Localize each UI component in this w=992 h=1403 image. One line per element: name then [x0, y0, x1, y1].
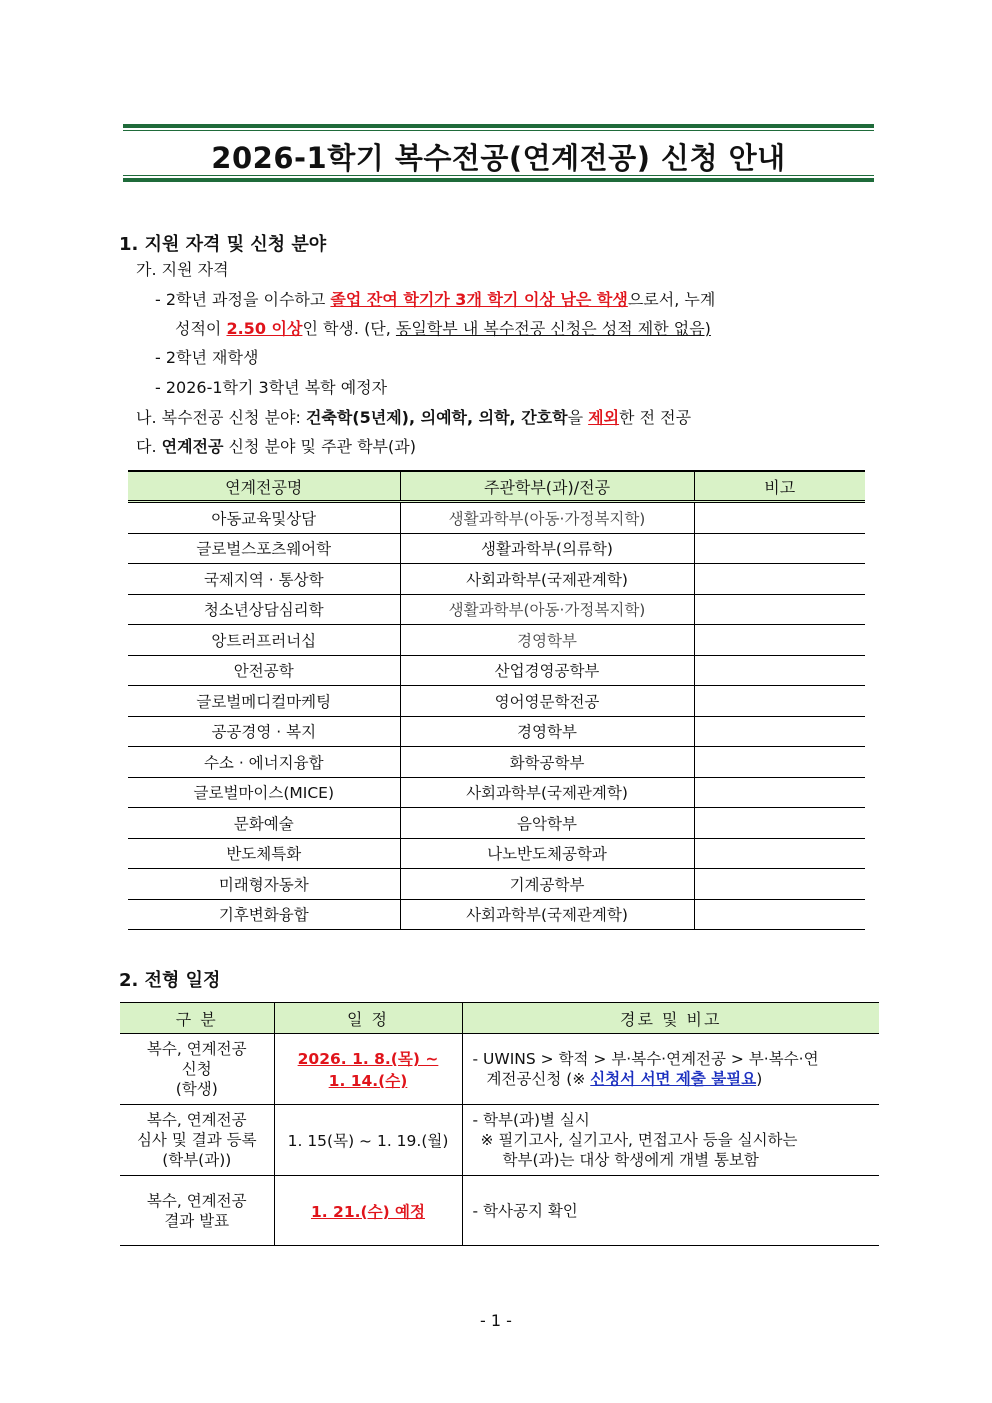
t2-r3-route-line: - 학사공지 확인 — [472, 1201, 578, 1220]
q1-prefix: - 2학년 과정을 이수하고 — [155, 290, 331, 309]
t2-r3-c1-line: 결과 발표 — [164, 1211, 230, 1230]
t1-cell: 사회과학부(국제관계학) — [400, 564, 694, 595]
t1-cell: 글로벌메디컬마케팅 — [128, 686, 400, 717]
t2-r2-c1-line: (학부(과)) — [162, 1151, 232, 1169]
linked-major-table — [128, 470, 865, 930]
t2-r1-route-note: 신청서 서면 제출 불필요 — [590, 1070, 757, 1088]
t1-cell: 영어영문학전공 — [400, 686, 694, 717]
t1-cell — [694, 533, 865, 564]
subsection-c — [136, 436, 416, 458]
b-bold: 건축학(5년제), 의예학, 의학, 간호학 — [305, 408, 568, 427]
t2-r1-c1-line: 복수, 연계전공 — [146, 1040, 247, 1058]
t1-cell — [694, 808, 865, 839]
table-row — [128, 808, 865, 839]
t1-cell: 국제지역 · 통상학 — [128, 564, 400, 595]
t2-r1-route-line: - UWINS > 학적 > 부·복수·연계전공 > 부·복수·연 — [472, 1050, 819, 1068]
page-title: 2026-1학기 복수전공(연계전공) 신청 안내 — [211, 141, 786, 175]
t1-cell: 기후변화융합 — [128, 899, 400, 930]
t2-r1-category — [120, 1034, 274, 1105]
t2-r2-c1-line: 심사 및 결과 등록 — [136, 1131, 257, 1149]
t1-cell: 생활과학부(의류학) — [400, 533, 694, 564]
t1-cell: 공공경영 · 복지 — [128, 716, 400, 747]
t1-cell — [694, 502, 865, 534]
t1-cell: 기계공학부 — [400, 869, 694, 900]
table-row — [128, 716, 865, 747]
t1-cell: 화학공학부 — [400, 747, 694, 778]
t1-cell — [694, 625, 865, 656]
t2-r1-route-suffix: ) — [756, 1070, 763, 1088]
t2-header-route: 경로 및 비고 — [462, 1003, 879, 1034]
t1-cell: 생활과학부(아동·가정복지학) — [400, 594, 694, 625]
t2-r3-c1-line: 복수, 연계전공 — [146, 1191, 247, 1210]
t2-r1-route-prefix: 계전공신청 (※ — [486, 1070, 591, 1088]
table-row — [128, 899, 865, 930]
title-rule-bottom — [123, 178, 874, 182]
b-red: 제외 — [588, 408, 620, 427]
t1-cell: 생활과학부(아동·가정복지학) — [400, 502, 694, 534]
table-row — [128, 625, 865, 656]
subsection-b — [136, 407, 691, 429]
section1-heading: 1. 지원 자격 및 신청 분야 — [119, 234, 327, 255]
t1-cell: 글로벌스포츠웨어학 — [128, 533, 400, 564]
t1-cell: 미래형자동차 — [128, 869, 400, 900]
t2-r2-route-line: 학부(과)는 대상 학생에게 개별 통보함 — [502, 1151, 759, 1169]
t1-cell: 나노반도체공학과 — [400, 838, 694, 869]
t2-r2-route-line: ※ 필기고사, 실기고사, 면접고사 등을 실시하는 — [480, 1131, 798, 1149]
schedule-table — [120, 1002, 879, 1246]
t1-cell: 경영학부 — [400, 625, 694, 656]
page-number: - 1 - — [480, 1311, 512, 1330]
t1-cell: 아동교육및상담 — [128, 502, 400, 534]
q1b-underline: 동일학부 내 복수전공 신청은 성적 제한 없음) — [395, 319, 711, 338]
t1-cell — [694, 564, 865, 595]
title-rule-top — [123, 124, 874, 128]
q1b-mid: 인 학생. (단, — [302, 319, 396, 338]
t2-r2-schedule: 1. 15(목) ~ 1. 19.(월) — [274, 1105, 462, 1176]
t2-r2-c1-line: 복수, 연계전공 — [146, 1111, 247, 1129]
t1-cell — [694, 686, 865, 717]
table-row — [128, 564, 865, 595]
t2-r2-route-line: - 학부(과)별 실시 — [472, 1111, 590, 1129]
table-row — [120, 1105, 879, 1176]
t1-cell: 반도체특화 — [128, 838, 400, 869]
t2-r2-category — [120, 1105, 274, 1176]
table-row — [128, 594, 865, 625]
t1-cell — [694, 777, 865, 808]
t2-r1-date-end: 1. 14.(수) — [328, 1072, 408, 1090]
table-row — [128, 777, 865, 808]
t1-header-name: 연계전공명 — [128, 471, 400, 502]
t1-cell — [694, 655, 865, 686]
title-rule-bottom-thin — [123, 175, 874, 176]
b-prefix: 나. 복수전공 신청 분야: — [136, 408, 306, 427]
table-row — [120, 1176, 879, 1246]
t1-cell: 앙트러프러너십 — [128, 625, 400, 656]
q1b-emphasis: 2.50 이상 — [226, 319, 303, 338]
q1b-prefix: 성적이 — [175, 319, 227, 338]
q1-suffix: 으로서, 누계 — [627, 290, 716, 309]
qualification-3: - 2026-1학기 3학년 복학 예정자 — [155, 378, 388, 397]
t2-r1-schedule — [274, 1034, 462, 1105]
t2-r3-date: 1. 21.(수) 예정 — [310, 1202, 425, 1221]
t1-cell: 경영학부 — [400, 716, 694, 747]
t2-r3-category — [120, 1176, 274, 1246]
table-row — [128, 747, 865, 778]
t1-cell: 문화예술 — [128, 808, 400, 839]
title-rule-top-thin — [123, 130, 874, 131]
table-row — [128, 533, 865, 564]
t2-r3-schedule — [274, 1176, 462, 1246]
t1-cell: 사회과학부(국제관계학) — [400, 899, 694, 930]
t1-cell — [694, 838, 865, 869]
table-row — [128, 502, 865, 534]
t2-r1-route — [462, 1034, 879, 1105]
t1-header-dept: 주관학부(과)/전공 — [400, 471, 694, 502]
t2-header-schedule: 일 정 — [274, 1003, 462, 1034]
t1-cell — [694, 594, 865, 625]
c-suffix: 신청 분야 및 주관 학부(과) — [223, 437, 416, 456]
t2-r1-c1-line: 신청 — [181, 1060, 212, 1078]
b-suffix: 한 전 전공 — [619, 408, 692, 427]
c-prefix: 다. — [136, 437, 162, 456]
subsection-a-label: 가. 지원 자격 — [136, 260, 229, 279]
t2-r1-date-start: 2026. 1. 8.(목) ~ — [297, 1050, 439, 1068]
t1-cell: 글로벌마이스(MICE) — [128, 777, 400, 808]
t1-cell — [694, 899, 865, 930]
t2-r3-route — [462, 1176, 879, 1246]
t2-r1-route-line2 — [463, 1069, 880, 1089]
title-box — [123, 124, 874, 182]
qualification-1 — [155, 289, 715, 311]
c-bold: 연계전공 — [161, 437, 224, 456]
table-row — [120, 1034, 879, 1105]
table-row — [128, 655, 865, 686]
table-row — [128, 869, 865, 900]
t1-header-note: 비고 — [694, 471, 865, 502]
b-mid: 을 — [567, 408, 589, 427]
q1-emphasis: 졸업 잔여 학기가 3개 학기 이상 남은 학생 — [330, 290, 628, 309]
t2-header-category: 구 분 — [120, 1003, 274, 1034]
t1-cell: 청소년상담심리학 — [128, 594, 400, 625]
t1-cell — [694, 869, 865, 900]
table-row — [128, 686, 865, 717]
t1-cell: 음악학부 — [400, 808, 694, 839]
qualification-1-cont — [175, 318, 711, 340]
t1-cell: 산업경영공학부 — [400, 655, 694, 686]
t1-cell: 수소 · 에너지융합 — [128, 747, 400, 778]
qualification-2: - 2학년 재학생 — [155, 348, 259, 367]
t1-cell — [694, 716, 865, 747]
table-row — [128, 838, 865, 869]
t1-cell: 안전공학 — [128, 655, 400, 686]
section2-heading: 2. 전형 일정 — [119, 970, 221, 991]
t2-r2-route — [462, 1105, 879, 1176]
t2-r1-c1-line: (학생) — [175, 1080, 218, 1098]
t1-cell — [694, 747, 865, 778]
t1-cell: 사회과학부(국제관계학) — [400, 777, 694, 808]
